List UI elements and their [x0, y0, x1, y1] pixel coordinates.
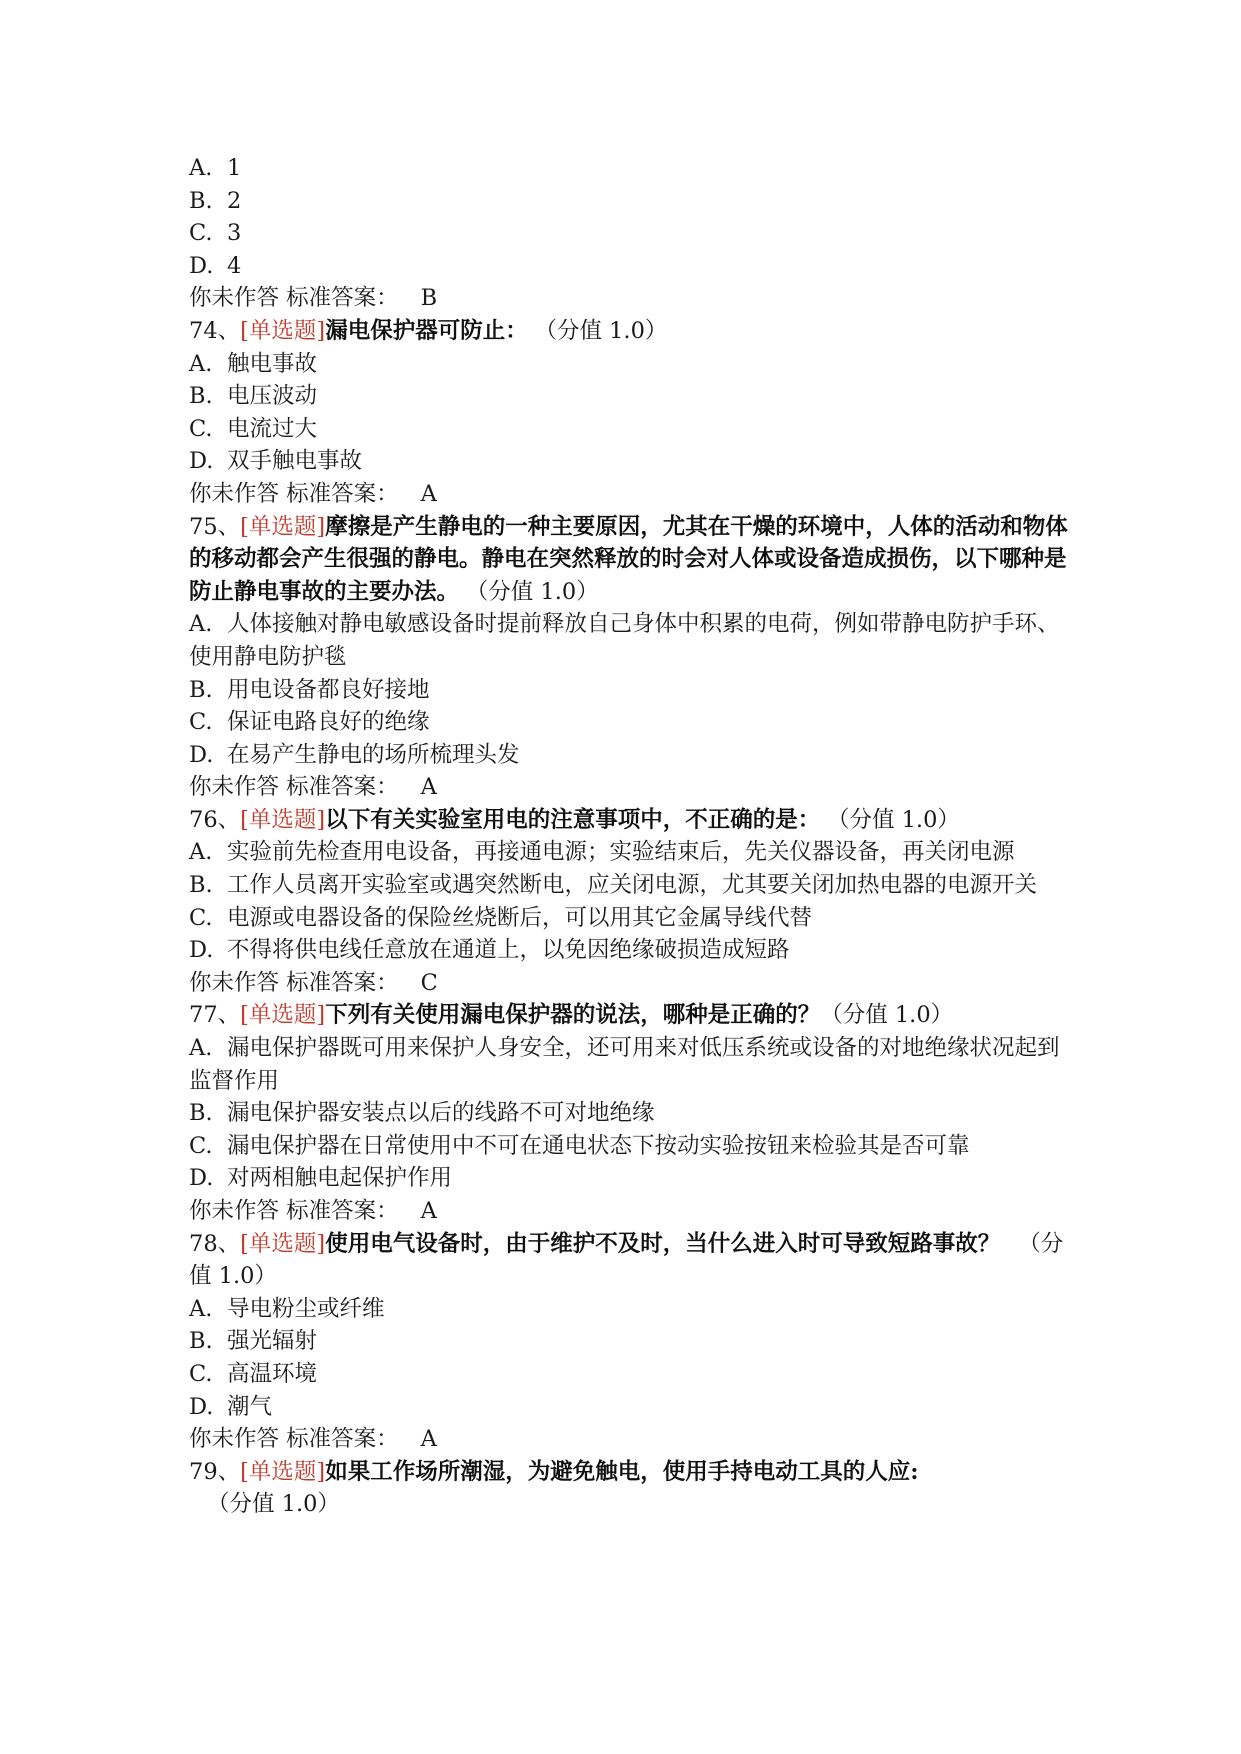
question-score: （分值 1.0） [477, 578, 599, 605]
option-letter: C. [189, 1360, 213, 1387]
option-letter: A. [189, 1035, 213, 1062]
option-d [189, 739, 1069, 772]
option-a [189, 836, 1069, 869]
answer-prefix: 你未作答 标准答案： [189, 480, 399, 507]
answer-prefix: 你未作答 标准答案： [189, 285, 399, 312]
question-text: 漏电保护器可防止： [325, 317, 528, 344]
option-text: 保证电路良好的绝缘 [227, 709, 430, 736]
question-score: （分值 1.0） [545, 317, 668, 344]
question-block-79 [189, 1456, 1069, 1521]
option-letter: B. [189, 187, 213, 214]
option-letter: D. [189, 252, 214, 279]
answer-line [189, 771, 1069, 804]
option-letter: B. [189, 383, 213, 410]
option-text: 1 [227, 155, 242, 181]
option-letter: D. [189, 937, 214, 964]
option-letter: A. [189, 839, 213, 866]
question-block-prev [189, 152, 1069, 315]
question-score: （分值 1.0） [838, 806, 960, 833]
question-stem [189, 999, 1069, 1032]
answer-prefix: 你未作答 标准答案： [189, 1198, 399, 1224]
option-d [189, 1162, 1069, 1195]
option-text: 2 [227, 187, 242, 214]
question-text: 使用电气设备时，由于维护不及时，当什么进入时可导致短路事故？ [325, 1230, 1001, 1257]
answer-line [189, 1423, 1069, 1456]
question-score: （分值 1.0） [820, 1002, 954, 1029]
option-letter: C. [189, 709, 213, 736]
option-text: 用电设备都良好接地 [227, 676, 430, 703]
option-letter: B. [189, 1328, 213, 1355]
option-b [189, 869, 1069, 902]
option-text: 强光辐射 [227, 1328, 318, 1355]
option-text: 电源或电器设备的保险丝烧断后，可以用其它金属导线代替 [227, 904, 813, 931]
question-type-tag: [单选题] [240, 513, 326, 540]
question-stem [189, 315, 1069, 348]
question-list [189, 152, 1069, 1521]
option-letter: D. [189, 1393, 214, 1420]
question-stem [189, 804, 1069, 837]
option-b [189, 185, 1069, 218]
option-b [189, 380, 1069, 413]
answer-prefix: 你未作答 标准答案： [189, 1426, 399, 1453]
answer-value: A [420, 1426, 437, 1453]
option-text: 对两相触电起保护作用 [227, 1165, 453, 1192]
question-score: （分值 1.0） [207, 1491, 340, 1518]
option-letter: B. [189, 676, 213, 703]
answer-value: A [420, 774, 437, 801]
question-text: 摩擦是产生静电的一种主要原因，尤其在干燥的环境中，人体的活动和物体的移动都会产生很强的静电。静电在突然释放的时会对人体或设备造成损伤，以下哪种是防止静电事故的主要办法。 [189, 513, 1068, 605]
question-block-75 [189, 511, 1069, 804]
question-text: 以下有关实验室用电的注意事项中，不正确的是： [325, 806, 821, 833]
option-text: 漏电保护器既可用来保护人身安全，还可用来对低压系统或设备的对地绝缘状况起到监督作用 [189, 1035, 1060, 1094]
option-text: 4 [227, 252, 242, 279]
option-text: 工作人员离开实验室或遇突然断电，应关闭电源，尤其要关闭加热电器的电源开关 [227, 872, 1038, 899]
option-letter: A. [189, 611, 213, 638]
option-text: 高温环境 [227, 1360, 318, 1387]
question-number: 79、 [189, 1458, 241, 1485]
option-b [189, 1097, 1069, 1130]
option-letter: C. [189, 415, 213, 442]
option-letter: A. [189, 350, 213, 377]
option-letter: C. [189, 1132, 213, 1159]
question-number: 74、 [189, 317, 241, 344]
question-stem [189, 1456, 1069, 1521]
option-text: 漏电保护器在日常使用中不可在通电状态下按动实验按钮来检验其是否可靠 [227, 1132, 970, 1159]
option-c [189, 1130, 1069, 1163]
answer-line [189, 478, 1069, 511]
question-block-78 [189, 1228, 1069, 1456]
option-text: 人体接触对静电敏感设备时提前释放自己身体中积累的电荷，例如带静电防护手环、使用静电防护毯 [189, 611, 1060, 670]
answer-line [189, 967, 1069, 1000]
question-number: 75、 [189, 513, 241, 540]
option-d [189, 445, 1069, 478]
option-text: 不得将供电线任意放在通道上，以免因绝缘破损造成短路 [227, 937, 790, 964]
option-c [189, 413, 1069, 446]
question-text: 下列有关使用漏电保护器的说法，哪种是正确的？ [325, 1002, 821, 1029]
question-number: 78、 [189, 1230, 241, 1257]
option-a [189, 1032, 1069, 1097]
answer-prefix: 你未作答 标准答案： [189, 969, 399, 996]
option-text: 实验前先检查用电设备，再接通电源；实验结束后，先关仪器设备，再关闭电源 [227, 839, 1015, 866]
question-stem [189, 1228, 1069, 1293]
option-text: 导电粉尘或纤维 [227, 1295, 385, 1322]
option-letter: C. [189, 904, 213, 931]
question-block-74 [189, 315, 1069, 511]
option-b [189, 1325, 1069, 1358]
question-type-tag: [单选题] [240, 1458, 326, 1485]
answer-value: C [420, 969, 438, 996]
answer-value: B [420, 285, 438, 312]
option-a [189, 348, 1069, 381]
option-text: 3 [227, 220, 242, 247]
option-text: 潮气 [227, 1393, 273, 1420]
option-letter: D. [189, 1165, 214, 1192]
option-d [189, 250, 1069, 283]
option-text: 双手触电事故 [227, 448, 363, 475]
option-letter: A. [189, 155, 213, 181]
option-letter: D. [189, 741, 214, 768]
option-letter: C. [189, 220, 213, 247]
option-letter: D. [189, 448, 214, 475]
option-a [189, 152, 1069, 185]
question-type-tag: [单选题] [240, 1002, 326, 1029]
answer-line [189, 1195, 1069, 1228]
option-text: 触电事故 [227, 350, 318, 377]
option-c [189, 706, 1069, 739]
answer-value: A [420, 1198, 437, 1224]
question-score: （分值 1.0） [189, 1230, 1064, 1290]
question-type-tag: [单选题] [240, 806, 326, 833]
question-stem [189, 511, 1069, 609]
option-letter: B. [189, 1100, 213, 1127]
question-block-77 [189, 999, 1069, 1227]
answer-value: A [420, 480, 437, 507]
option-d [189, 934, 1069, 967]
answer-line [189, 282, 1069, 315]
question-number: 76、 [189, 806, 241, 833]
question-type-tag: [单选题] [240, 1230, 326, 1257]
option-c [189, 902, 1069, 935]
option-letter: B. [189, 872, 213, 899]
option-letter: A. [189, 1295, 213, 1322]
option-text: 漏电保护器安装点以后的线路不可对地绝缘 [227, 1100, 655, 1127]
option-a [189, 1293, 1069, 1326]
question-text: 如果工作场所潮湿，为避免触电，使用手持电动工具的人应: [325, 1458, 919, 1485]
option-text: 电流过大 [227, 415, 318, 442]
option-d [189, 1391, 1069, 1424]
option-a [189, 608, 1069, 673]
answer-prefix: 你未作答 标准答案： [189, 774, 399, 801]
option-c [189, 1358, 1069, 1391]
option-c [189, 217, 1069, 250]
question-block-76 [189, 804, 1069, 1000]
option-text: 在易产生静电的场所梳理头发 [227, 741, 520, 768]
option-text: 电压波动 [227, 383, 318, 410]
question-type-tag: [单选题] [240, 317, 326, 344]
option-b [189, 674, 1069, 707]
question-number: 77、 [189, 1002, 241, 1029]
